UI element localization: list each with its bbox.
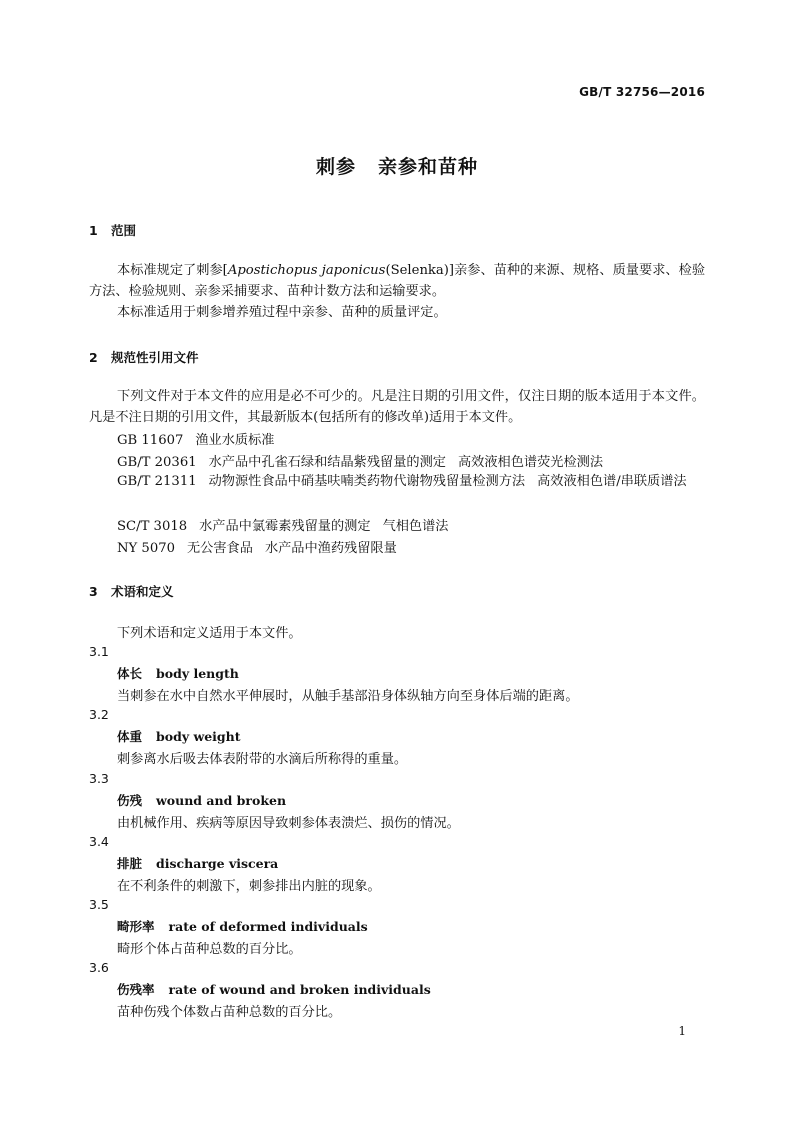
reference-item — [117, 537, 397, 556]
species-name: Apostichopus japonicus — [227, 263, 386, 278]
section-number: 1 — [89, 223, 98, 238]
reference-item — [117, 515, 449, 534]
reference-subtitle: 高效液相色谱/串联质谱法 — [537, 474, 687, 489]
clause-number: 3.6 — [89, 960, 109, 975]
clause-number: 3.1 — [89, 644, 109, 659]
term-zh: 伤残率 — [117, 982, 155, 997]
reference-title: 水产品中孔雀石绿和结晶紫残留量的测定 — [208, 455, 446, 470]
term-definition: 由机械作用、疾病等原因导致刺参体表溃烂、损伤的情况。 — [117, 816, 460, 831]
reference-title: 渔业水质标准 — [195, 433, 275, 448]
scope-text-post: (Selenka)]亲参、苗种的来源、规格、质量要求、检验方法、检验规则、亲参采捕要求、苗种计数方法和运输要求。 — [89, 263, 706, 299]
page-title — [0, 152, 794, 179]
term-heading — [117, 664, 239, 682]
section-title: 规范性引用文件 — [111, 350, 199, 365]
reference-title: 水产品中氯霉素残留量的测定 — [199, 519, 371, 534]
reference-title: 动物源性食品中硝基呋喃类药物代谢物残留量检测方法 — [208, 474, 526, 489]
reference-subtitle: 高效液相色谱荧光检测法 — [457, 455, 604, 470]
scope-paragraph-2: 本标准适用于刺参增养殖过程中亲参、苗种的质量评定。 — [117, 305, 447, 320]
term-definition: 当刺参在水中自然水平伸展时，从触手基部沿身体纵轴方向至身体后端的距离。 — [117, 689, 579, 704]
page-number: 1 — [678, 1024, 686, 1038]
terms-intro: 下列术语和定义适用于本文件。 — [117, 626, 302, 641]
term-heading — [117, 980, 431, 998]
title-part-1: 刺参 — [315, 156, 356, 178]
references-intro: 下列文件对于本文件的应用是必不可少的。凡是注日期的引用文件，仅注日期的版本适用于本文件。凡是不注日期的引用文件，其最新版本(包括所有的修改单)适用于本文件。 — [89, 389, 705, 425]
term-heading — [117, 854, 278, 872]
term-en: rate of deformed individuals — [168, 919, 368, 934]
title-part-2: 亲参和苗种 — [378, 156, 479, 178]
term-en: body length — [156, 666, 239, 681]
term-en: rate of wound and broken individuals — [168, 982, 431, 997]
reference-code: SC/T 3018 — [117, 519, 188, 534]
reference-item — [117, 451, 603, 470]
section-number: 3 — [89, 584, 98, 599]
clause-number: 3.2 — [89, 707, 109, 722]
section-1-heading — [89, 221, 136, 239]
scope-text-pre: 本标准规定了刺参[ — [117, 263, 228, 278]
reference-item — [117, 429, 275, 448]
term-zh: 伤残 — [117, 793, 143, 808]
reference-code: NY 5070 — [117, 541, 175, 556]
reference-code: GB 11607 — [117, 433, 184, 448]
reference-code: GB/T 21311 — [117, 474, 197, 489]
standard-code: GB/T 32756—2016 — [579, 85, 705, 99]
reference-code: GB/T 20361 — [117, 455, 197, 470]
term-en: body weight — [156, 729, 241, 744]
term-zh: 畸形率 — [117, 919, 155, 934]
section-3-heading — [89, 582, 174, 600]
section-number: 2 — [89, 350, 98, 365]
term-definition: 刺参离水后吸去体表附带的水滴后所称得的重量。 — [117, 752, 408, 767]
term-zh: 体重 — [117, 729, 143, 744]
term-zh: 排脏 — [117, 856, 143, 871]
term-heading — [117, 727, 241, 745]
reference-item — [89, 472, 705, 493]
clause-number: 3.3 — [89, 771, 109, 786]
reference-subtitle: 气相色谱法 — [382, 519, 449, 534]
term-definition: 畸形个体占苗种总数的百分比。 — [117, 942, 302, 957]
section-title: 术语和定义 — [111, 584, 174, 599]
term-heading — [117, 917, 368, 935]
term-heading — [117, 791, 286, 809]
reference-title: 无公害食品 — [187, 541, 253, 556]
term-zh: 体长 — [117, 666, 143, 681]
term-en: wound and broken — [156, 793, 287, 808]
scope-paragraph-1 — [89, 261, 705, 302]
term-en: discharge viscera — [156, 856, 279, 871]
section-2-heading — [89, 348, 199, 366]
section-title: 范围 — [111, 223, 137, 238]
reference-subtitle: 水产品中渔药残留限量 — [264, 541, 397, 556]
clause-number: 3.4 — [89, 834, 109, 849]
clause-number: 3.5 — [89, 897, 109, 912]
term-definition: 苗种伤残个体数占苗种总数的百分比。 — [117, 1005, 342, 1020]
term-definition: 在不利条件的刺激下，刺参排出内脏的现象。 — [117, 879, 381, 894]
